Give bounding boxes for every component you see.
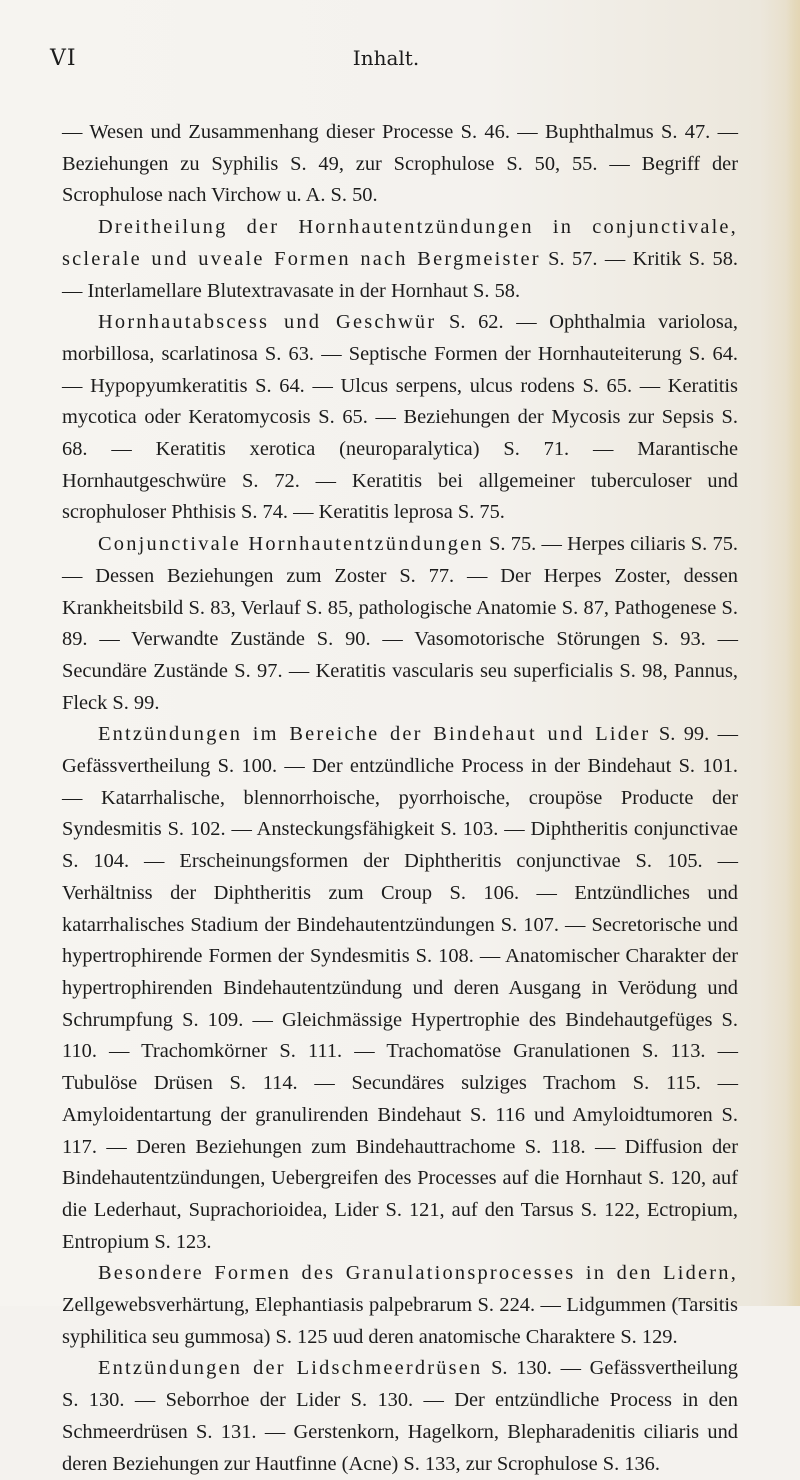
toc-paragraph xyxy=(62,117,738,212)
section-heading: Besondere Formen des Granulationsprocesses in den Lidern, xyxy=(98,1262,738,1285)
paragraph-text: S. 130. — Gefässvertheilung S. 130. — Seborrhoe der Lider S. 130. — Der entzündliche Process in den Schmeerdrüsen S. 131. — Gerstenkorn, Hagelkorn, Blepharadenitis ciliaris und deren Beziehungen zur Hautfinne (Acne) S. 133, zur Scrophulose S. 136. xyxy=(62,1357,738,1475)
section-heading: Entzündungen im Bereiche der Bindehaut und Lider xyxy=(98,723,651,746)
paragraph-text: S. 57. — Kritik S. 58. — Interlamellare Blutextravasate in der Hornhaut S. 58. xyxy=(62,247,738,302)
page-edge-shadow xyxy=(786,0,800,1306)
section-heading: Conjunctivale Hornhautentzündungen xyxy=(98,533,484,556)
paragraph-text: S. 99. — Gefässvertheilung S. 100. — Der entzündliche Process in der Bindehaut S. 101. — Katarrhalische, blennorrhoische, pyorrhoische, croupöse Producte der Syndesmitis S. 102. — Ansteckungsfähigkeit S. 103. — Diphtheritis conjunctivae S. 104. — Erscheinungsformen der Diphtheritis conjunctivae S. 105. — Verhältniss der Diphtheritis zum Croup S. 106. — Entzündliches und katarrhalisches Stadium der Bindehautentzündungen S. 107. — Secretorische und hypertrophirende Formen der Syndesmitis S. 108. — Anatomischer Charakter der hypertrophirenden Bindehautentzündung und deren Ausgang in Verödung und Schrumpfung S. 109. — Gleichmässige Hypertrophie des Bindehautgefüges S. 110. — Trachomkörner S. 111. — Trachomatöse Granulationen S. 113. — Tubulöse Drüsen S. 114. — Secundäres sulziges Trachom S. 115. — Amyloidentartung der granulirenden Bindehaut S. 116 und Amyloidtumoren S. 117. — Deren Beziehungen zum Bindehauttrachome S. 118. — Diffusion der Bindehautentzündungen, Uebergreifen des Processes auf die Hornhaut S. 120, auf die Lederhaut, Suprachorioidea, Lider S. 121, auf den Tarsus S. 122, Ectropium, Entropium S. 123. xyxy=(62,723,738,1253)
running-title: Inhalt. xyxy=(352,46,420,70)
toc-paragraph xyxy=(62,307,738,529)
section-heading: Entzündungen der Lidschmeerdrüsen xyxy=(98,1357,483,1380)
toc-paragraph xyxy=(62,719,738,1258)
page-header xyxy=(46,46,726,82)
page-number: VI xyxy=(50,46,77,71)
toc-paragraph xyxy=(62,212,738,307)
paragraph-text: S. 62. — Ophthalmia variolosa, morbillosa, scarlatinosa S. 63. — Septische Formen der Hornhauteiterung S. 64. — Hypopyumkeratitis S. 64. — Ulcus serpens, ulcus rodens S. 65. — Keratitis mycotica oder Keratomycosis S. 65. — Beziehungen der Mycosis zur Sepsis S. 68. — Keratitis xerotica (neuroparalytica) S. 71. — Marantische Hornhautgeschwüre S. 72. — Keratitis bei allgemeiner tuberculoser und scrophuloser Phthisis S. 74. — Keratitis leprosa S. 75. xyxy=(62,311,738,524)
section-heading: Dreitheilung der Hornhautentzündungen in conjunctivale, sclerale und uveale Formen nach Bergmeister xyxy=(62,216,738,270)
toc-paragraph xyxy=(62,1353,738,1480)
toc-paragraph xyxy=(62,529,738,719)
paragraph-text: S. 75. — Herpes ciliaris S. 75. — Dessen Beziehungen zum Zoster S. 77. — Der Herpes Zoster, dessen Krankheitsbild S. 83, Verlauf S. 85, pathologische Anatomie S. 87, Pathogenese S. 89. — Verwandte Zustände S. 90. — Vasomotorische Störungen S. 93. — Secundäre Zustände S. 97. — Keratitis vascularis seu superficialis S. 98, Pannus, Fleck S. 99. xyxy=(62,533,738,714)
section-heading: Hornhautabscess und Geschwür xyxy=(98,311,437,334)
paragraph-text: — Wesen und Zusammenhang dieser Processe S. 46. — Buphthalmus S. 47. — Beziehungen zu Syphilis S. 49, zur Scrophulose S. 50, 55. — Begriff der Scrophulose nach Virchow u. A. S. 50. xyxy=(62,121,738,207)
table-of-contents-text xyxy=(62,117,738,1480)
paragraph-text: Zellgewebsverhärtung, Elephantiasis palpebrarum S. 224. — Lidgummen (Tarsitis syphilitica seu gummosa) S. 125 uud deren anatomische Charaktere S. 129. xyxy=(62,1294,738,1348)
